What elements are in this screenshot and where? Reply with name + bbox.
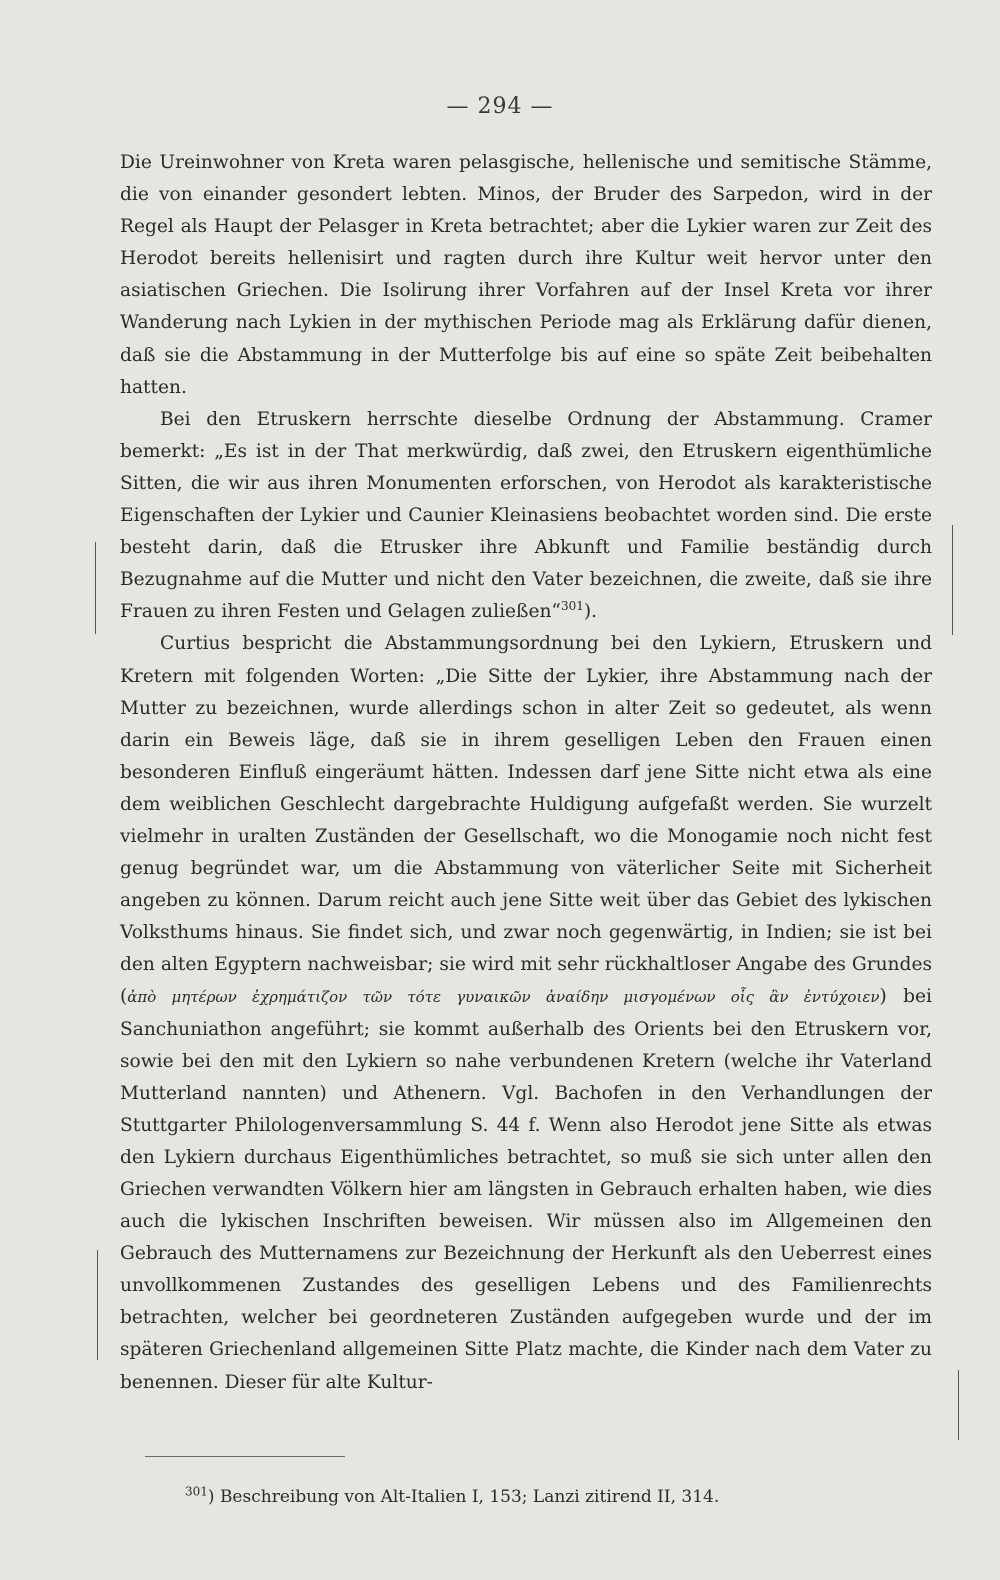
- footnote: [185, 1484, 905, 1510]
- footnote-number: 301: [185, 1484, 208, 1499]
- margin-mark-left-2: [97, 1250, 98, 1360]
- paragraph-2-end: ).: [583, 601, 598, 623]
- paragraph-3-text: Curtius bespricht die Abstammungsordnung bei den Lykiern, Etruskern und Kretern mit folgenden Worten: „Die Sitte der Lykier, ihre Abstammung nach der Mutter zu bezeichnen, wurde allerdings schon in alter Zeit so gedeutet, als wenn darin ein Beweis läge, daß sie in ihrem geselligen Leben den Frauen einen besonderen Einfluß eingeräumt hätten. Indessen darf jene Sitte nicht etwa als eine dem weiblichen Geschlecht dargebrachte Huldigung aufgefaßt werden. Sie wurzelt vielmehr in uralten Zuständen der Gesellschaft, wo die Monogamie noch nicht fest genug begründet war, um die Abstammung von väterlicher Seite mit Sicherheit angeben zu können. Darum reicht auch jene Sitte weit über das Gebiet des lykischen Volksthums hinaus. Sie findet sich, und zwar noch gegenwärtig, in Indien; sie ist bei den alten Egyptern nachweisbar; sie wird mit sehr rückhaltloser Angabe des Grundes (: [120, 633, 932, 1008]
- footnote-divider: [145, 1456, 345, 1457]
- paragraph-3-continuation: ) bei Sanchuniathon angeführt; sie kommt außerhalb des Orients bei den Etruskern vor, sowie bei den mit den Lykiern so nahe verbundenen Kretern (welche ihr Vaterland Mutterland nannten) und Athenern. Vgl. Bachofen in den Verhandlungen der Stuttgarter Philologenversammlung S. 44 f. Wenn also Herodot jene Sitte als etwas den Lykiern durchaus Eigenthümliches betrachtet, so muß sie sich unter allen den Griechen verwandten Völkern hier am längsten in Gebrauch erhalten haben, wie dies auch die lykischen Inschriften beweisen. Wir müssen also im Allgemeinen den Gebrauch des Mutternamens zur Bezeichnung der Herkunft als den Ueberrest eines unvollkommenen Zustandes des geselligen Lebens und des Familienrechts betrachten, welcher bei geordneteren Zuständen aufgegeben wurde und der im späteren Griechenland allgemeinen Sitte Platz machte, die Kinder nach dem Vater zu benennen. Dieser für alte Kultur-: [120, 986, 932, 1393]
- margin-mark-right-2: [958, 1370, 959, 1440]
- footnote-reference[interactable]: 301: [560, 599, 584, 614]
- paragraph-2-text: Bei den Etruskern herrschte dieselbe Ordnung der Abstammung. Cramer bemerkt: „Es ist in der That merkwürdig, daß zwei, den Etruskern eigenthümliche Sitten, die wir aus ihren Monumenten erforschen, von Herodot als karakteristische Eigenschaften der Lykier und Caunier Kleinasiens beobachtet worden sind. Die erste besteht darin, daß die Etrusker ihre Abkunft und Familie beständig durch Bezugnahme auf die Mutter und nicht den Vater bezeichnen, die zweite, daß sie ihre Frauen zu ihren Festen und Gelagen zuließen“: [120, 408, 932, 623]
- paragraph-2: [120, 404, 932, 629]
- footnote-text: ) Beschreibung von Alt-Italien I, 153; Lanzi zitirend II, 314.: [207, 1487, 720, 1507]
- margin-mark-left-1: [95, 542, 96, 634]
- paragraph-3: [120, 628, 932, 1398]
- body-text: [120, 147, 932, 1399]
- greek-quotation: ἀπὸ μητέρων ἐχρημάτιζον τῶν τότε γυναικῶν ἀναίδην μισγομένων οἷς ἂν ἐντύχοιεν: [127, 988, 880, 1007]
- page-number: — 294 —: [446, 94, 554, 119]
- paragraph-1: [120, 147, 932, 404]
- paragraph-1-text: Die Ureinwohner von Kreta waren pelasgische, hellenische und semitische Stämme, die von einander gesondert lebten. Minos, der Bruder des Sarpedon, wird in der Regel als Haupt der Pelasger in Kreta betrachtet; aber die Lykier waren zur Zeit des Herodot bereits hellenisirt und ragten durch ihre Kultur weit hervor unter den asiatischen Griechen. Die Isolirung ihrer Vorfahren auf der Insel Kreta vor ihrer Wanderung nach Lykien in der mythischen Periode mag als Erklärung dafür dienen, daß sie die Abstammung in der Mutterfolge bis auf eine so späte Zeit beibehalten hatten.: [120, 152, 932, 398]
- margin-mark-right-1: [952, 525, 953, 635]
